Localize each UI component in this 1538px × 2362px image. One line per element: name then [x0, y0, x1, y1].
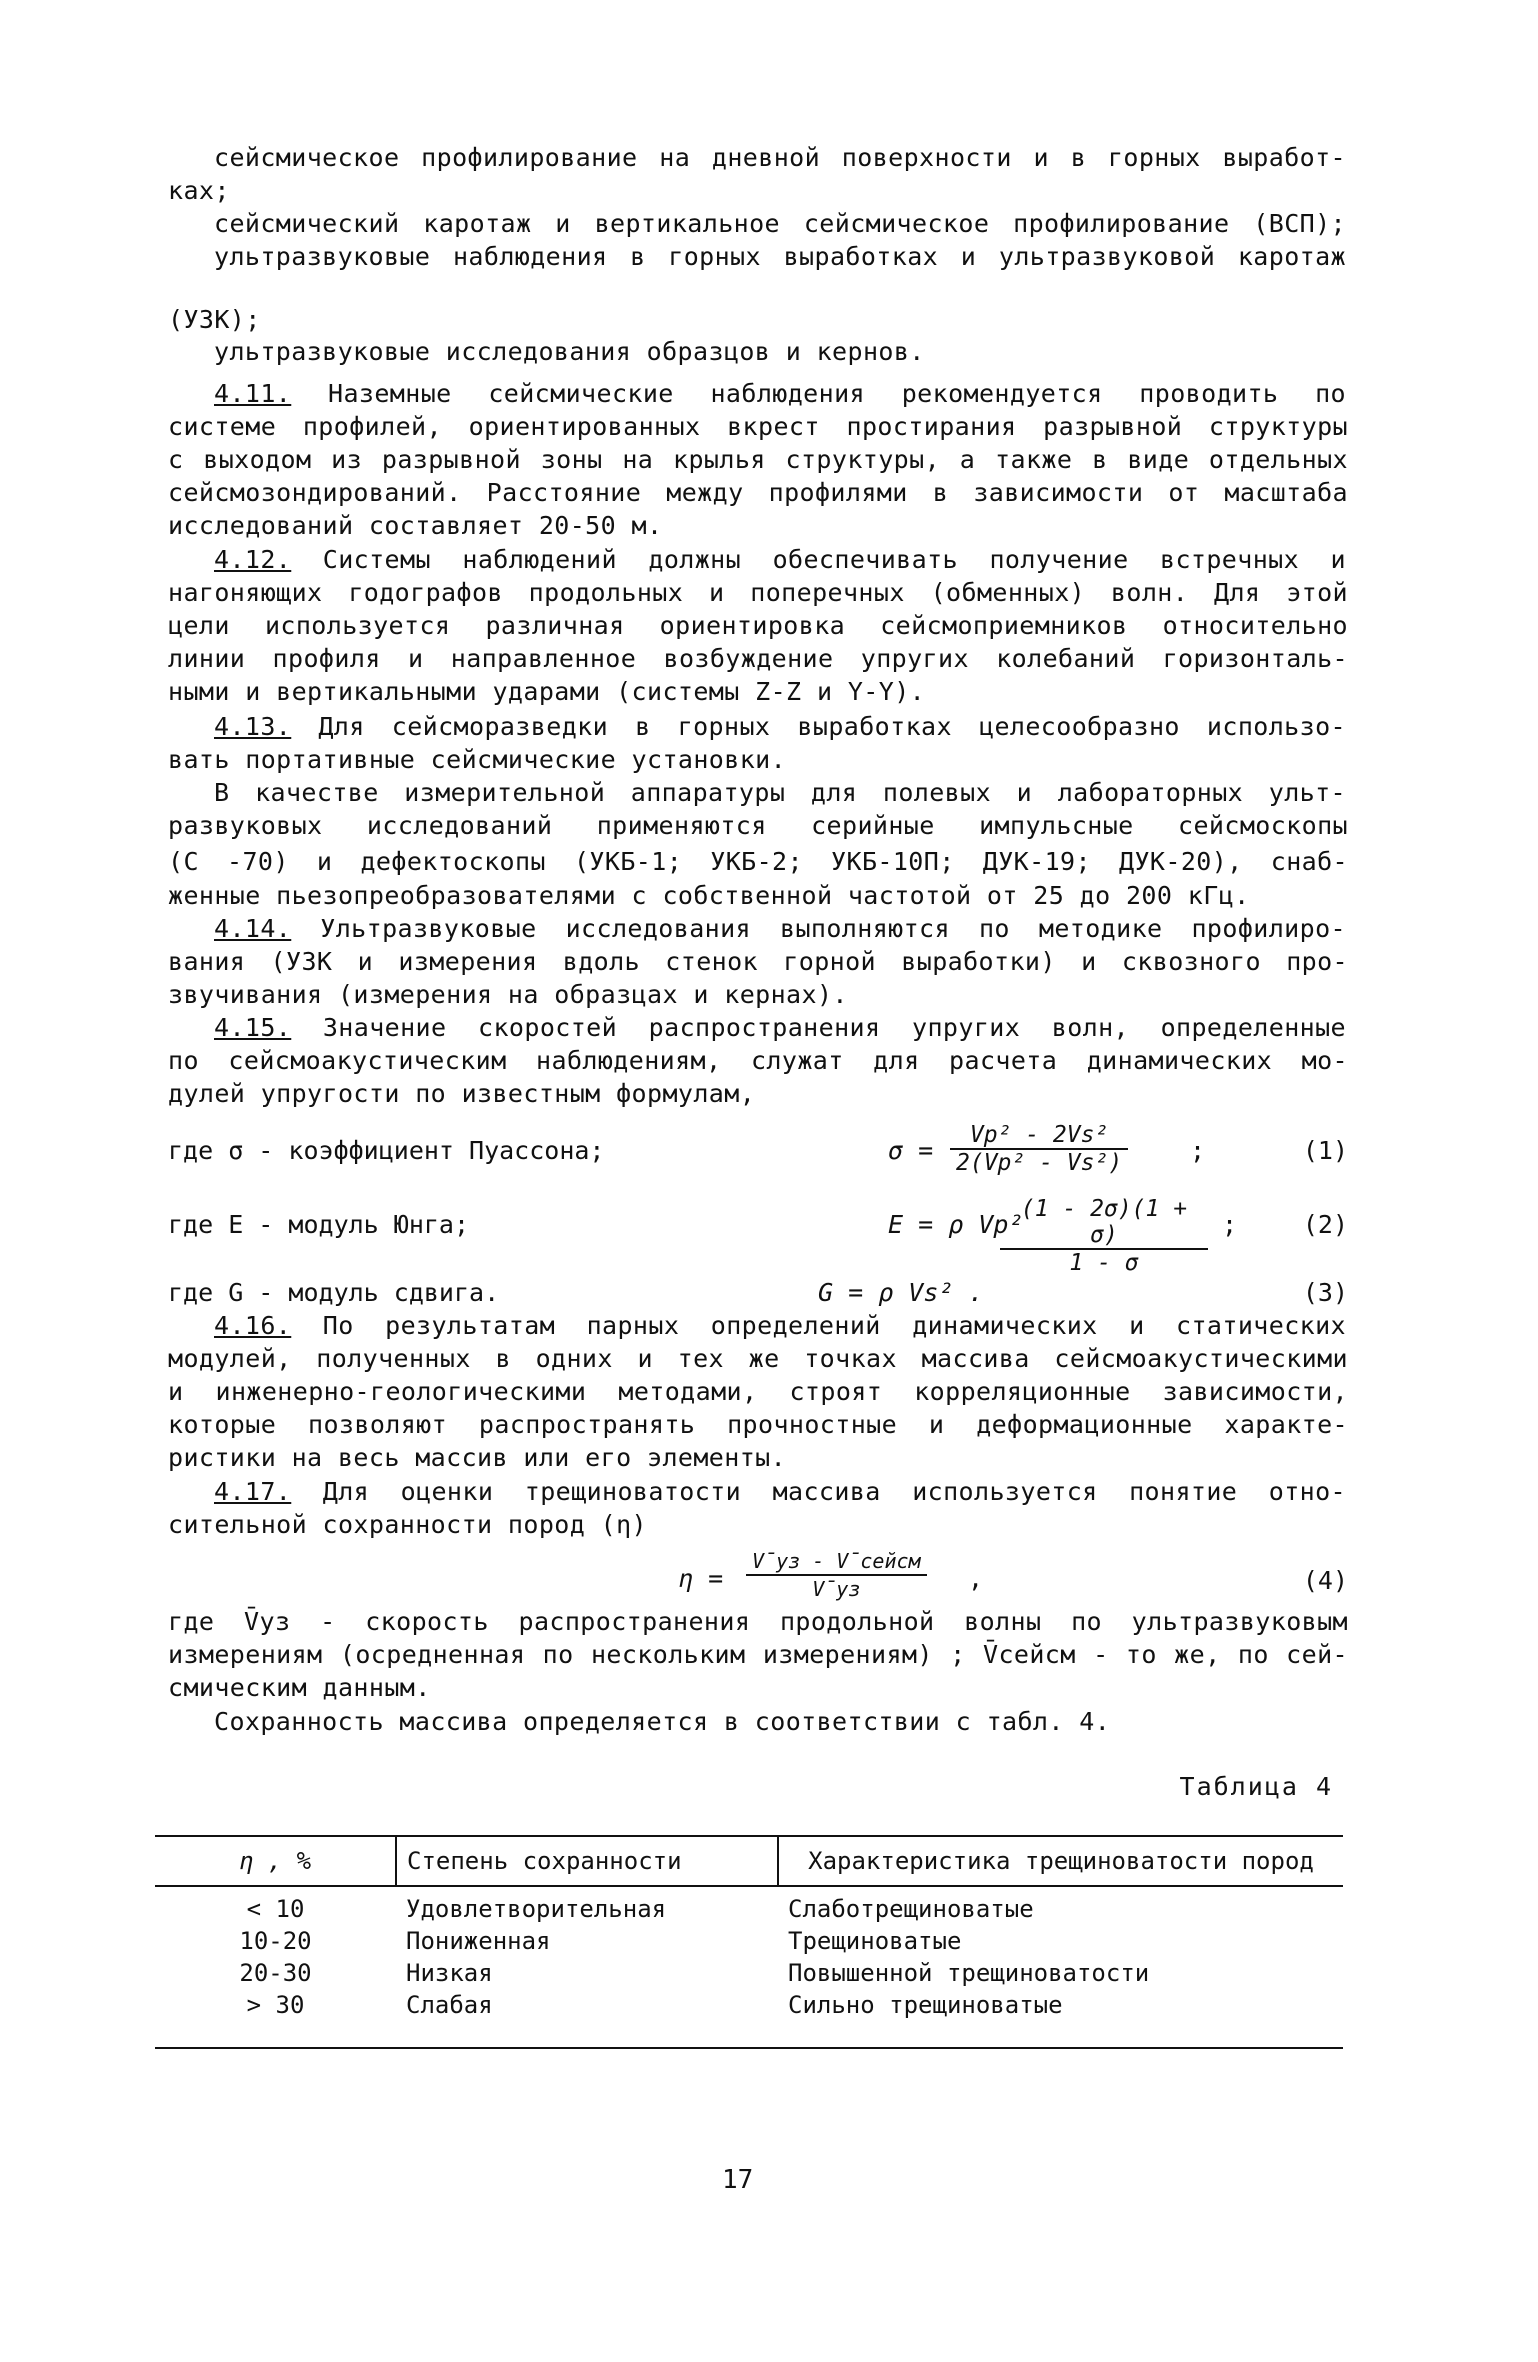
- cell-eta: 20-30: [239, 1959, 312, 1987]
- text-line: ках;: [168, 176, 230, 205]
- section-number: 4.17.: [214, 1477, 292, 1506]
- text-line: дулей упругости по известным формулам,: [168, 1079, 756, 1108]
- formula-tail: ;: [1190, 1136, 1206, 1165]
- formula-number: (2): [1302, 1210, 1348, 1239]
- table-row: [155, 1957, 1343, 1989]
- denominator: 1 - σ: [1000, 1248, 1208, 1276]
- formula-lhs: σ =: [888, 1136, 934, 1165]
- formula-label: где σ - коэффициент Пуассона;: [168, 1136, 605, 1165]
- text: Значение скоростей распространения упругих волн, определенные: [291, 1013, 1346, 1042]
- table-header-row: [155, 1836, 1343, 1886]
- text-line: по сейсмоакустическим наблюдениям, служат для расчета динамических мо-: [168, 1046, 1348, 1075]
- table-title: Таблица 4: [1179, 1772, 1333, 1801]
- table-row: [155, 1886, 1343, 1925]
- text-line: измерениям (осредненная по нескольким измерениям) ; V̄сейсм - то же, по сей-: [168, 1640, 1348, 1669]
- cell-eta: < 10: [246, 1895, 305, 1923]
- text-line: Сохранность массива определяется в соответствии с табл. 4.: [214, 1707, 1111, 1736]
- cell-characteristic: Повышенной трещиноватости: [788, 1959, 1150, 1987]
- cell-eta: > 30: [155, 1989, 396, 2048]
- denominator: 2(Vp² - Vs²): [950, 1148, 1128, 1176]
- text-line: и инженерно-геологическими методами, строят корреляционные зависимости,: [168, 1377, 1348, 1406]
- header-eta: η , %: [155, 1836, 396, 1886]
- numerator: Vp² - 2Vs²: [969, 1122, 1109, 1148]
- cell-eta: 10-20: [239, 1927, 312, 1955]
- fraction: [950, 1122, 1128, 1176]
- text-line: системе профилей, ориентированных вкрест простирания разрывной структуры: [168, 412, 1348, 441]
- formula-label: где E - модуль Юнга;: [168, 1210, 470, 1239]
- text-line: сейсмозондирований. Расстояние между профилями в зависимости от масштаба: [168, 478, 1348, 507]
- formula-1: [168, 1122, 1348, 1182]
- text: Для оценки трещиноватости массива используется понятие отно-: [291, 1477, 1346, 1506]
- text-line: (С -70) и дефектоскопы (УКБ-1; УКБ-2; УКБ-10П; ДУК-19; ДУК-20), снаб-: [168, 847, 1348, 876]
- text: Ультразвуковые исследования выполняются по методике профилиро-: [291, 914, 1346, 943]
- numerator: V̄уз - V̄сейсм: [752, 1549, 921, 1573]
- text-line: ными и вертикальными ударами (системы Z-Z и Y-Y).: [168, 677, 926, 706]
- text-line: вать портативные сейсмические установки.: [168, 745, 787, 774]
- text: По результатам парных определений динамических и статических: [291, 1311, 1346, 1340]
- text-line: В качестве измерительной аппаратуры для полевых и лабораторных ульт-: [214, 778, 1346, 807]
- section-number: 4.15.: [214, 1013, 292, 1042]
- page-number: 17: [722, 2165, 754, 2195]
- formula-number: (4): [1302, 1566, 1348, 1595]
- formula-tail: ,: [968, 1564, 984, 1593]
- formula-expression: [728, 1122, 1208, 1182]
- numerator: (1 - 2σ)(1 + σ): [1020, 1196, 1188, 1248]
- section-number: 4.12.: [214, 545, 292, 574]
- formula-number: (1): [1302, 1136, 1348, 1165]
- formula-label: где G - модуль сдвига.: [168, 1278, 500, 1307]
- text: Системы наблюдений должны обеспечивать получение встречных и: [291, 545, 1346, 574]
- formula-lhs: η =: [678, 1564, 724, 1593]
- formula-number: (3): [1302, 1278, 1348, 1307]
- section-number: 4.14.: [214, 914, 292, 943]
- text: Наземные сейсмические наблюдения рекомендуется проводить по: [291, 379, 1346, 408]
- paragraph-4-12-first: [214, 544, 1346, 576]
- text-line: с выходом из разрывной зоны на крылья структуры, а также в виде отдельных: [168, 445, 1348, 474]
- cell-characteristic: Трещиноватые: [788, 1927, 962, 1955]
- text-line: развуковых исследований применяются серийные импульсные сейсмоскопы: [168, 811, 1348, 840]
- text-line: ультразвуковые исследования образцов и кернов.: [214, 337, 925, 366]
- text-line: (УЗК);: [168, 305, 261, 334]
- header-characteristic: Характеристика трещиноватости пород: [778, 1836, 1343, 1886]
- section-number: 4.16.: [214, 1311, 292, 1340]
- text-line: цели используется различная ориентировка сейсмоприемников относительно: [168, 611, 1348, 640]
- formula-expression: [508, 1548, 1068, 1608]
- text-line: вания (УЗК и измерения вдоль стенок горной выработки) и сквозного про-: [168, 947, 1348, 976]
- cell-characteristic: Сильно трещиноватые: [778, 1989, 1343, 2048]
- text-line: линии профиля и направленное возбуждение упругих колебаний горизонталь-: [168, 644, 1348, 673]
- text-line: сейсмическое профилирование на дневной поверхности и в горных выработ-: [214, 143, 1346, 172]
- text-line: сейсмический каротаж и вертикальное сейсмическое профилирование (ВСП);: [214, 209, 1346, 238]
- header-degree: Степень сохранности: [396, 1836, 778, 1886]
- cell-degree: Пониженная: [406, 1927, 551, 1955]
- text-line: которые позволяют распространять прочностные и деформационные характе-: [168, 1410, 1348, 1439]
- text-line: исследований составляет 20-50 м.: [168, 511, 663, 540]
- text-line: модулей, полученных в одних и тех же точках массива сейсмоакустическими: [168, 1344, 1348, 1373]
- table-row: [155, 1989, 1343, 2048]
- formula-expression: G = ρ Vs² .: [818, 1278, 984, 1307]
- cell-characteristic: Слаботрещиноватые: [788, 1895, 1034, 1923]
- denominator: V̄уз: [746, 1574, 927, 1602]
- paragraph-4-16-first: [214, 1310, 1346, 1342]
- formula-tail: ;: [1222, 1210, 1238, 1239]
- text: Для сейсморазведки в горных выработках целесообразно использо-: [291, 712, 1346, 741]
- section-number: 4.11.: [214, 379, 292, 408]
- paragraph-4-14-first: [214, 913, 1346, 945]
- text-line: ультразвуковые наблюдения в горных выработках и ультразвуковой каротаж: [214, 242, 1346, 271]
- text-line: звучивания (измерения на образцах и кернах).: [168, 980, 848, 1009]
- text-line: смическим данным.: [168, 1673, 431, 1702]
- paragraph-4-13-first: [214, 711, 1346, 743]
- paragraph-4-11-first: [214, 378, 1346, 410]
- fraction: [746, 1548, 927, 1602]
- cell-degree: Слабая: [396, 1989, 778, 2048]
- paragraph-4-15-first: [214, 1012, 1346, 1044]
- text-line: ристики на весь массив или его элементы.: [168, 1443, 787, 1472]
- text-line: нагоняющих годографов продольных и поперечных (обменных) волн. Для этой: [168, 578, 1348, 607]
- formula-lhs: E = ρ Vp²: [888, 1210, 1024, 1239]
- cell-degree: Удовлетворительная: [406, 1895, 667, 1923]
- cell-degree: Низкая: [406, 1959, 493, 1987]
- text-line: сительной сохранности пород (η): [168, 1510, 647, 1539]
- table-4: [155, 1835, 1343, 2049]
- paragraph-4-17-first: [214, 1476, 1346, 1508]
- formula-4: [168, 1548, 1348, 1608]
- text-line: где V̄уз - скорость распространения продольной волны по ультразвуковым: [168, 1607, 1348, 1636]
- section-number: 4.13.: [214, 712, 292, 741]
- table-row: [155, 1925, 1343, 1957]
- text-line: женные пьезопреобразователями с собственной частотой от 25 до 200 кГц.: [168, 881, 1250, 910]
